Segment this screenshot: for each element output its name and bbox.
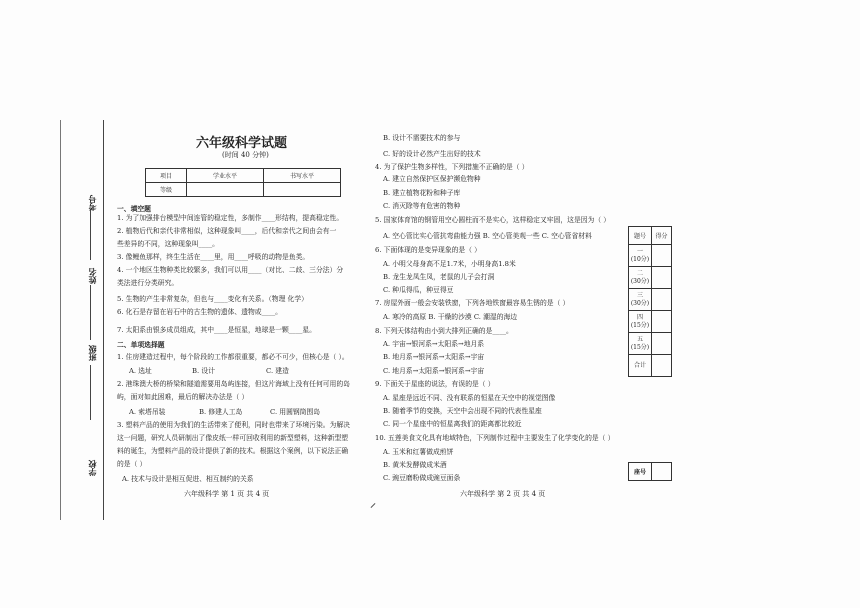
score-cell: [652, 311, 672, 333]
question-line: 2. 植物后代和亲代非常相似，这种现象叫____，后代和亲代之间由会有一: [117, 227, 337, 235]
question-line: 7. 房屋外面一般会安装铁窗，下列各地铁窗最容易生锈的是（ ）: [375, 299, 570, 307]
question-line: 的是（ ）: [117, 460, 147, 468]
class-blank: [90, 365, 91, 420]
question-line: B. 建立植物花粉和种子库: [383, 189, 461, 197]
question-line: 3. 像鲤鱼那样，终生生活在____里，用____呼吸的动物是鱼类。: [117, 253, 310, 261]
section-heading: 二、单项选择题: [117, 341, 165, 349]
grade-cell: 书写水平: [264, 169, 341, 183]
score-row-label: 二 (30分): [629, 267, 652, 289]
question-line: C. 种瓜得瓜，种豆得豆: [383, 286, 454, 294]
page-title: 六年级科学试题: [196, 136, 288, 151]
grade-cell: 等级: [146, 183, 187, 197]
question-line: A. 建立自然保护区保护濒危物种: [383, 175, 481, 183]
score-row-label: 四 (15分): [629, 311, 652, 333]
question-line: C. 豌豆磨粉做成豌豆面条: [383, 474, 461, 482]
exam-no-blank: [90, 210, 91, 260]
question-line: A. 玉米和红薯做成煎饼: [383, 448, 454, 456]
question-line: 料的诞生，为塑料产品的设计提供了新的技术。根据这个案例，以下说法正确: [117, 447, 349, 455]
question-line: C. 好的设计必然产生出好的技术: [383, 150, 481, 158]
question-line: 4. 为了保护生物多样性，下列措施不正确的是（ ）: [375, 163, 529, 171]
question-line: C. 同一个星座中的恒星离我们的距离都比较近: [383, 420, 522, 428]
option: C. 建造: [266, 367, 289, 375]
question-line: 类法进行分类研究。: [117, 279, 179, 287]
score-table: [628, 226, 672, 377]
grade-table: [145, 168, 341, 197]
name-blank: [90, 285, 91, 340]
fold-mark: [371, 503, 376, 508]
question-line: 这一问题，研究人员研制出了像皮纸一样可回收利用的新型塑料，这种新型塑: [117, 434, 349, 442]
question-line: A. 空心管比实心管抗弯曲能力强 B. 空心管美观一些 C. 空心管省材料: [383, 232, 592, 240]
name-label: 姓名: [87, 268, 97, 284]
option: B. 设计: [192, 367, 215, 375]
exam-no-label: 考号: [87, 195, 97, 211]
school-label: 学校: [87, 460, 97, 476]
question-line: A. 星座是远近不同、没有联系的恒星在天空中的视觉图像: [383, 394, 556, 402]
question-line: C. 消灭除等有危害的物种: [383, 202, 461, 210]
question-line: C. 地月系→太阳系→银河系→宇宙: [383, 367, 485, 375]
question-line: A. 宇宙→银河系→太阳系→地月系: [383, 340, 485, 348]
question-line: B. 随着季节的变换，天空中会出现不同的代表性星座: [383, 407, 542, 415]
option: B. 修建人工岛: [199, 408, 243, 416]
question-line: B. 设计不需要技术的参与: [383, 134, 461, 142]
question-line: 9. 下面关于星座的说法，有误的是（ ）: [375, 380, 495, 388]
score-row-label: 一 (10分): [629, 245, 652, 267]
section-heading: 一、填空题: [117, 205, 151, 213]
score-cell: [652, 267, 672, 289]
question-line: 5. 生物的产生非常复杂，但也与____变化有关系。（物理 化学）: [117, 295, 308, 303]
question-line: A. 寒冷的高原 B. 干燥的沙漠 C. 潮湿的海边: [383, 313, 518, 321]
score-head: 得分: [652, 227, 672, 245]
question-line: 1. 为了加强排台模型中间连管的稳定性，多制作____形结构，提高稳定性。: [117, 214, 344, 222]
score-cell: [652, 245, 672, 267]
score-cell: [652, 289, 672, 311]
question-line: 1. 住房建造过程中，每个阶段的工作都很重要，都必不可少，但核心是（ ）。: [117, 353, 349, 361]
score-cell: [652, 355, 672, 377]
question-line: B. 地月系→银河系→太阳系→宇宙: [383, 353, 485, 361]
option: C. 用圆钢筒围岛: [270, 408, 321, 416]
grade-cell: 学业水平: [187, 169, 264, 183]
question-line: 2. 港珠澳大桥的桥梁和隧道需要用岛屿连接，但这片海域上没有任何可用的岛: [117, 380, 350, 388]
question-line: B. 黄米发酵做成米酒: [383, 461, 447, 469]
binding-line: [103, 120, 104, 520]
grade-cell: 项目: [146, 169, 187, 183]
seat-blank: [652, 463, 672, 481]
class-label: 班级: [87, 345, 97, 361]
option: A. 选址: [129, 367, 152, 375]
grade-cell: [187, 183, 264, 197]
grade-cell: [264, 183, 341, 197]
score-row-label: 五 (15分): [629, 333, 652, 355]
question-line: 5. 国家体育馆的钢管用空心圆柱而不是实心，这样稳定又牢固，这是因为（ ）: [375, 216, 611, 224]
question-line: A. 小明父母身高不足1.7米，小明身高1.8米: [383, 260, 516, 268]
question-line: 8. 下列天体结构由小到大排列正确的是____。: [375, 327, 513, 335]
score-row-label: 合计: [629, 355, 652, 377]
score-row-label: 三 (30分): [629, 289, 652, 311]
question-line: 7. 太阳系由银多成员组成，其中____是恒星，地球是一颗____星。: [117, 326, 316, 334]
option: A. 索塔吊装: [129, 408, 166, 416]
question-line: 些差异的不同，这种现象叫____。: [117, 240, 219, 248]
footer-right: 六年级科学 第 2 页 共 4 页: [460, 490, 546, 498]
question-line: 6. 下面体现的是变异现象的是（ ）: [375, 246, 481, 254]
question-line: 4. 一个地区生物种类比较繁多，我们可以用____（对比、二歧、三分法）分: [117, 266, 344, 274]
footer-left: 六年级科学 第 1 页 共 4 页: [184, 490, 270, 498]
seat-label: 座号: [629, 463, 652, 481]
question-line: 屿，面对如此困难，最后的解决办法是（ ）: [117, 393, 249, 401]
score-cell: [652, 333, 672, 355]
score-head: 题号: [629, 227, 652, 245]
binding-line-outer: [60, 120, 61, 520]
question-line: 3. 塑料产品的使用为我们的生活带来了便利，同时也带来了环境污染。为解决: [117, 421, 350, 429]
question-line: 6. 化石是存留在岩石中的古生物的遗体、遗物或____。: [117, 308, 282, 316]
seat-table: [628, 462, 672, 481]
question-line: 10. 五莲美食文化具有地域特色，下列制作过程中主要发生了化学变化的是（ ）: [375, 434, 615, 442]
question-line: B. 龙生龙凤生凤，老鼠的儿子会打洞: [383, 273, 495, 281]
option: A. 技术与设计是相互促进、相互制约的关系: [122, 475, 254, 483]
time-note: (时间 40 分钟): [222, 151, 269, 159]
